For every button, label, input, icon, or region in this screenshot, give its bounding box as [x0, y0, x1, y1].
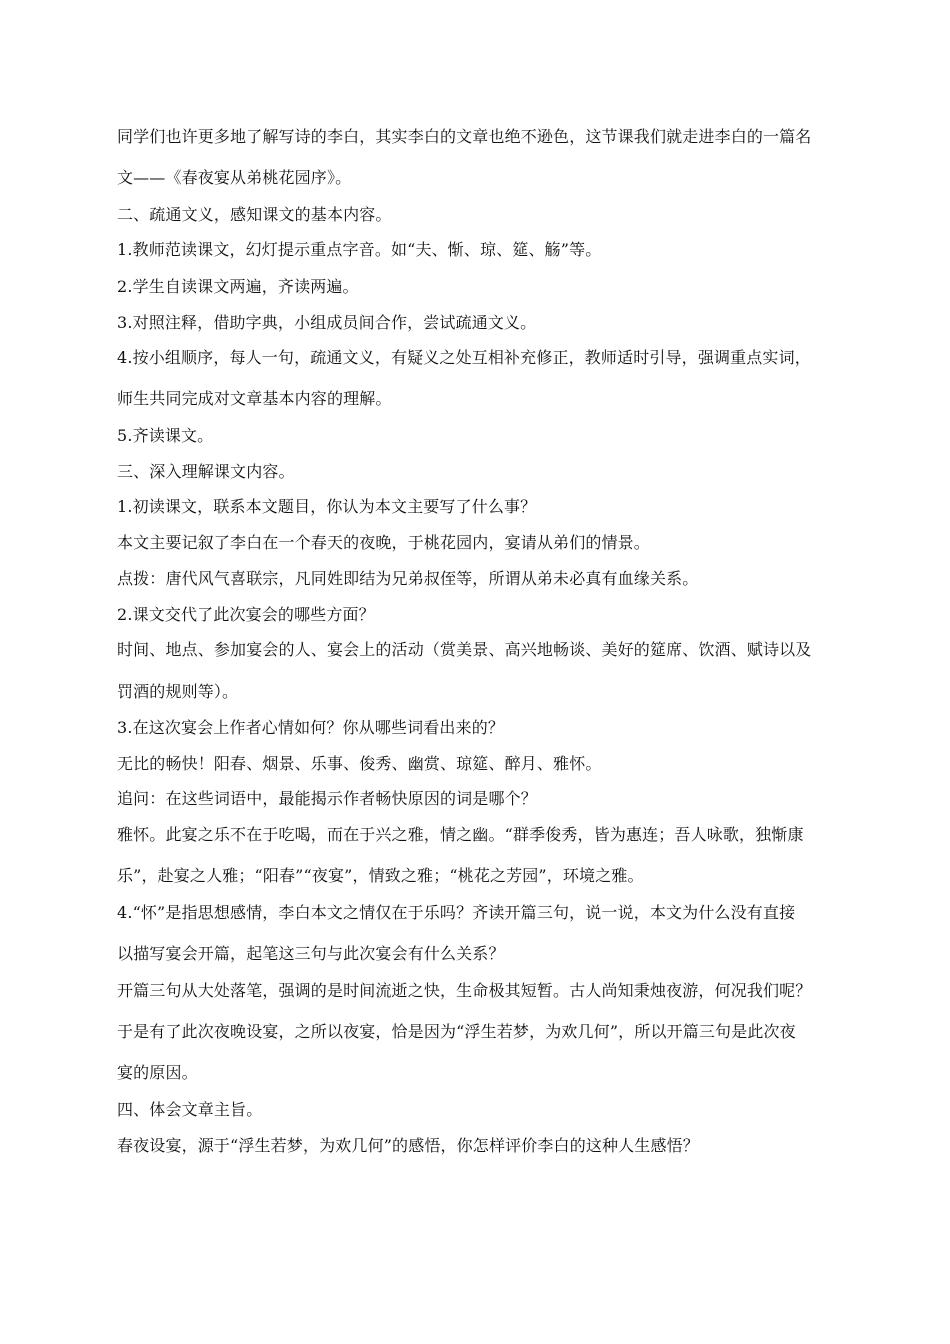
- text-line: 罚酒的规则等）。: [117, 682, 239, 701]
- text-line: 雅怀。此宴之乐不在于吃喝，而在于兴之雅，情之幽。“群季俊秀，皆为惠连；吾人咏歌，独惭康: [117, 825, 804, 844]
- section-heading: 三、深入理解课文内容。: [117, 462, 295, 481]
- text-line: 时间、地点、参加宴会的人、宴会上的活动（赏美景、高兴地畅谈、美好的筵席、饮酒、赋诗以及: [117, 640, 812, 659]
- text-line: 2.学生自读课文两遍，齐读两遍。: [117, 277, 359, 296]
- text-line: 宴的原因。: [117, 1063, 198, 1082]
- text-line: 于是有了此次夜晚设宴，之所以夜宴，恰是因为“浮生若梦，为欢几何”，所以开篇三句是此次夜: [117, 1022, 796, 1041]
- text-line: 师生共同完成对文章基本内容的理解。: [117, 389, 392, 408]
- text-line: 4.“怀”是指思想感情，李白本文之情仅在于乐吗？齐读开篇三句，说一说，本文为什么没有直接: [117, 903, 796, 922]
- text-line: 5.齐读课文。: [117, 426, 214, 445]
- text-line: 点拨：唐代风气喜联宗，凡同姓即结为兄弟叔侄等，所谓从弟未必真有血缘关系。: [117, 569, 699, 588]
- text-line: 追问：在这些词语中，最能揭示作者畅快原因的词是哪个？: [117, 789, 537, 808]
- text-line: 4.按小组顺序，每人一句，疏通文义，有疑义之处互相补充修正，教师适时引导，强调重点实词，: [117, 348, 811, 367]
- text-line: 文——《春夜宴从弟桃花园序》。: [117, 168, 352, 187]
- text-line: 同学们也许更多地了解写诗的李白，其实李白的文章也绝不逊色，这节课我们就走进李白的一篇名: [117, 127, 812, 146]
- text-line: 春夜设宴，源于“浮生若梦，为欢几何”的感悟，你怎样评价李白的这种人生感悟？: [117, 1136, 699, 1155]
- text-line: 1.初读课文，联系本文题目，你认为本文主要写了什么事？: [117, 497, 537, 516]
- section-heading: 四、体会文章主旨。: [117, 1100, 263, 1119]
- text-line: 无比的畅快！阳春、烟景、乐事、俊秀、幽赏、琼筵、醉月、雅怀。: [117, 754, 602, 773]
- text-line: 以描写宴会开篇，起笔这三句与此次宴会有什么关系？: [117, 944, 505, 963]
- section-heading: 二、疏通文义，感知课文的基本内容。: [117, 205, 392, 224]
- text-line: 3.在这次宴会上作者心情如何？你从哪些词看出来的？: [117, 718, 505, 737]
- text-line: 2.课文交代了此次宴会的哪些方面？: [117, 605, 375, 624]
- text-line: 3.对照注释，借助字典，小组成员间合作，尝试疏通文义。: [117, 313, 537, 332]
- text-line: 1.教师范读课文，幻灯提示重点字音。如“夫、惭、琼、筵、觞”等。: [117, 240, 602, 259]
- text-line: 乐”，赴宴之人雅；“阳春”“夜宴”，情致之雅；“桃花之芳园”，环境之雅。: [117, 866, 644, 885]
- text-line: 开篇三句从大处落笔，强调的是时间流逝之快，生命极其短暂。古人尚知秉烛夜游，何况我们呢？: [117, 981, 812, 1000]
- text-line: 本文主要记叙了李白在一个春天的夜晚，于桃花园内，宴请从弟们的情景。: [117, 533, 650, 552]
